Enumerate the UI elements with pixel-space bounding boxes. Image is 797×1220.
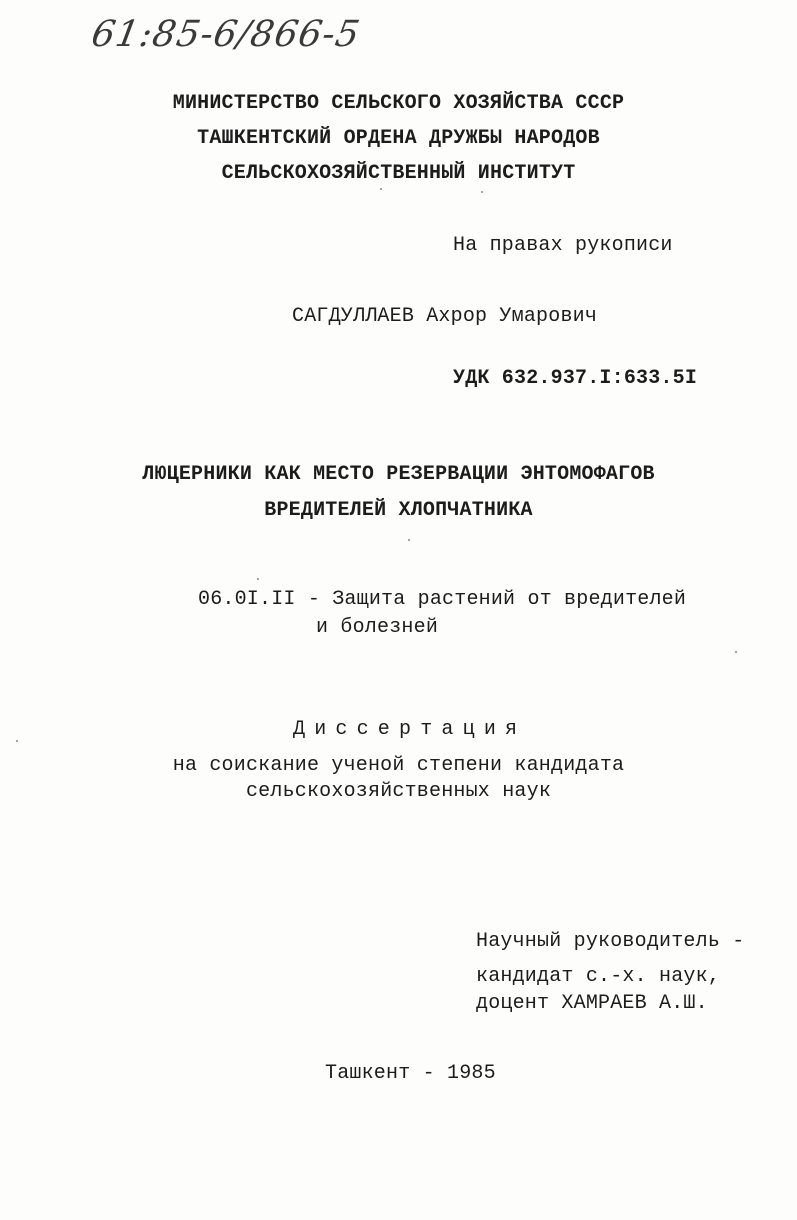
specialty-line-1: 06.0I.II - Защита растений от вредителей [198,588,687,611]
specialty-line-2: и болезней [316,616,439,639]
title-line-1: ЛЮЦЕРНИКИ КАК МЕСТО РЕЗЕРВАЦИИ ЭНТОМОФАГОВ [142,463,655,486]
supervisor-line-3: доцент ХАМРАЕВ А.Ш. [476,992,708,1015]
institution-line-2: ТАШКЕНТСКИЙ ОРДЕНА ДРУЖБЫ НАРОДОВ [197,127,600,150]
scan-speck [735,651,737,653]
udc-code: УДК 632.937.I:633.5I [453,367,698,390]
scan-speck [481,191,483,193]
author-name: САГДУЛЛАЕВ Ахрор Умарович [292,305,598,328]
archive-number-handwritten: 61:85-6/866-5 [88,14,364,55]
scan-speck [257,578,259,580]
dissertation-heading: Диссертация [293,718,527,741]
scan-speck [380,188,382,190]
scan-speck [408,539,410,541]
supervisor-line-1: Научный руководитель - [476,930,745,953]
dissertation-line-2: сельскохозяйственных наук [245,780,552,803]
institution-line-3: СЕЛЬСКОХОЗЯЙСТВЕННЫЙ ИНСТИТУТ [221,162,576,185]
manuscript-note: На правах рукописи [453,234,673,257]
dissertation-line-1: на соискание ученой степени кандидата [172,754,625,777]
institution-line-1: МИНИСТЕРСТВО СЕЛЬСКОГО ХОЗЯЙСТВА СССР [172,92,625,115]
supervisor-line-2: кандидат с.-х. наук, [476,965,721,988]
place-year: Ташкент - 1985 [325,1062,496,1085]
title-line-2: ВРЕДИТЕЛЕЙ ХЛОПЧАТНИКА [264,499,533,522]
scan-speck [16,740,18,742]
